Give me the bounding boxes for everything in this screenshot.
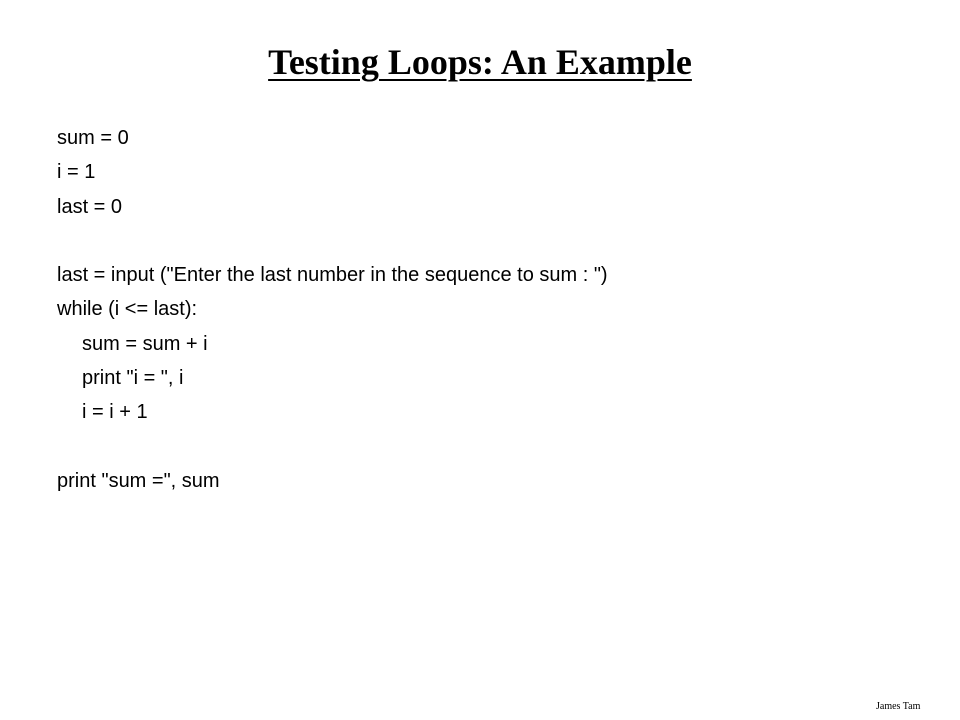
code-line: i = 1: [57, 161, 96, 184]
slide-title: Testing Loops: An Example: [268, 42, 692, 82]
code-line-indented: sum = sum + i: [82, 332, 208, 355]
code-line: print "sum =", sum: [57, 469, 220, 492]
code-block: [57, 121, 608, 498]
code-blank-line: [57, 224, 608, 258]
code-blank-line: [57, 430, 608, 464]
code-line: last = 0: [57, 195, 123, 218]
code-line: sum = 0: [57, 127, 129, 149]
code-line: last = input ("Enter the last number in the sequence to sum : "): [57, 264, 608, 287]
code-line-indented: print "i = ", i: [82, 367, 184, 390]
code-line: while (i <= last):: [57, 298, 198, 321]
author-footer: James Tam: [876, 701, 921, 712]
code-line-indented: i = i + 1: [82, 401, 148, 424]
